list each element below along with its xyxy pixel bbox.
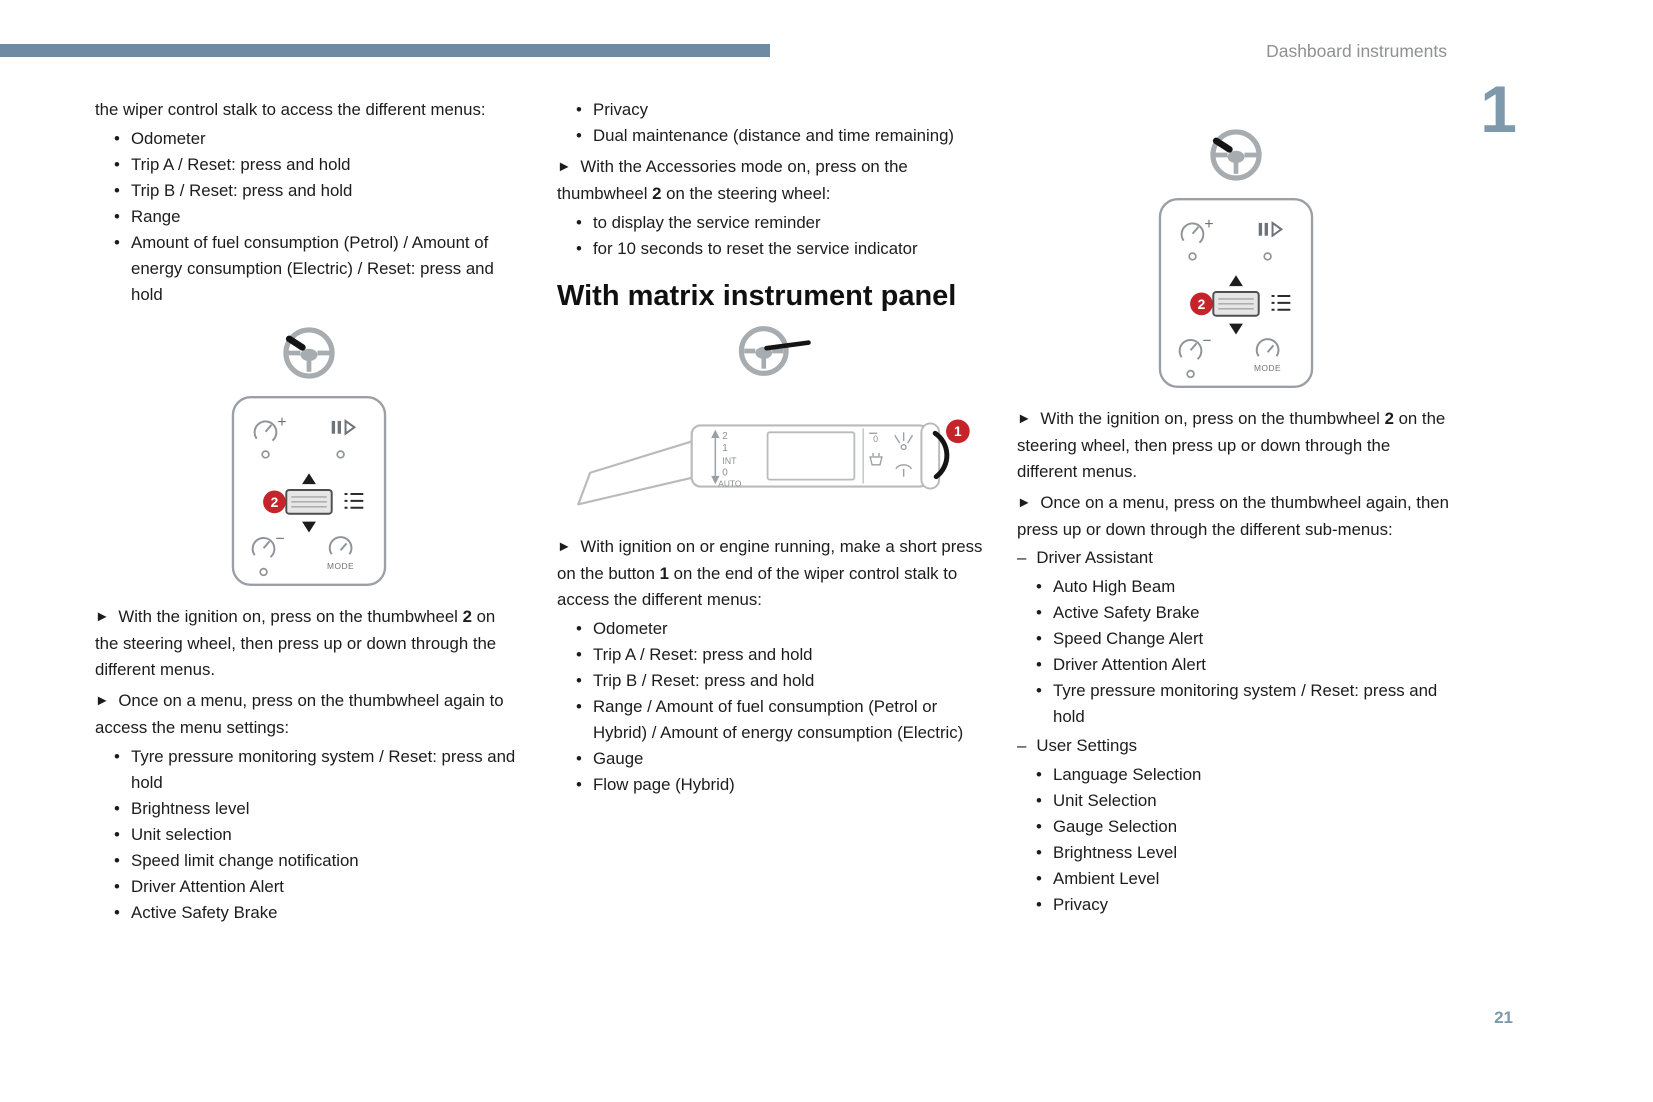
list-item xyxy=(575,694,991,746)
list-item xyxy=(113,126,523,152)
instruction-paragraph xyxy=(557,534,991,613)
page-header: Dashboard instruments xyxy=(1266,41,1447,61)
group-label-text: User Settings xyxy=(1036,736,1138,755)
svg-text:1: 1 xyxy=(722,443,728,455)
list-item xyxy=(1035,678,1455,730)
list-item-text: Trip B / Reset: press and hold xyxy=(131,181,353,200)
arrow-marker: ► xyxy=(95,693,110,709)
instruction-paragraph xyxy=(557,154,991,207)
list-item xyxy=(575,97,991,123)
menu-list xyxy=(113,126,523,308)
dash-marker: – xyxy=(1017,548,1027,567)
list-item xyxy=(1035,762,1455,788)
list-item xyxy=(113,230,523,308)
list-item-text: Flow page (Hybrid) xyxy=(593,775,735,794)
text: Once on a menu, press on the thumbwheel again to access the menu settings: xyxy=(95,691,504,737)
svg-text:0: 0 xyxy=(722,467,728,479)
list-item xyxy=(113,874,523,900)
instruction-paragraph xyxy=(95,604,523,683)
list-item-text: Privacy xyxy=(593,100,649,119)
steering-wheel-icon xyxy=(1017,126,1455,184)
list-item xyxy=(1035,840,1455,866)
list-item xyxy=(575,746,991,772)
instruction-paragraph xyxy=(95,688,523,741)
list-item-text: Amount of fuel consumption (Petrol) / Amount of energy consumption (Electric) / Reset: press and hold xyxy=(131,233,494,304)
list-item-text: Gauge xyxy=(593,749,644,768)
bold-ref: 1 xyxy=(659,564,669,583)
svg-text:2: 2 xyxy=(722,431,728,443)
section-heading: With matrix instrument panel xyxy=(557,280,957,312)
list-item-text: to display the service reminder xyxy=(593,213,821,232)
list-item-text: Language Selection xyxy=(1053,765,1202,784)
list-item-text: Active Safety Brake xyxy=(131,903,278,922)
list-item xyxy=(113,204,523,230)
list-item xyxy=(575,616,991,642)
instruction-paragraph xyxy=(1017,406,1455,485)
instruction-paragraph xyxy=(1017,490,1455,543)
list-item xyxy=(113,900,523,926)
column-middle xyxy=(557,97,991,801)
list-item-text: Privacy xyxy=(1053,895,1109,914)
steering-wheel-icon xyxy=(557,324,991,378)
list-item-text: Unit selection xyxy=(131,825,232,844)
steering-controls-illustration xyxy=(1017,196,1455,390)
list-item xyxy=(113,848,523,874)
column-right xyxy=(1017,126,1455,921)
svg-text:0: 0 xyxy=(873,434,879,445)
list-item xyxy=(575,668,991,694)
bold-ref: 2 xyxy=(1384,409,1394,428)
svg-text:INT: INT xyxy=(722,455,737,466)
menu-list xyxy=(575,616,991,798)
text: on the steering wheel, then press up or down through the different menus. xyxy=(95,607,497,679)
accent-bar xyxy=(0,44,770,57)
page-number: 21 xyxy=(1494,1008,1513,1027)
list-item xyxy=(575,642,991,668)
list-item xyxy=(113,152,523,178)
svg-text:MODE: MODE xyxy=(327,561,355,572)
list-item-text: Speed Change Alert xyxy=(1053,629,1204,648)
list-item-text: Range xyxy=(131,207,181,226)
submenu-list xyxy=(1035,574,1455,730)
text: With the ignition on, press on the thumbwheel xyxy=(1040,409,1385,428)
list-item xyxy=(575,772,991,798)
intro-paragraph: the wiper control stalk to access the different menus: xyxy=(95,100,486,119)
list-item-text: Trip A / Reset: press and hold xyxy=(593,645,813,664)
wiper-stalk-illustration xyxy=(557,384,991,524)
list-item-text: for 10 seconds to reset the service indicator xyxy=(593,239,918,258)
arrow-marker: ► xyxy=(95,609,110,625)
list-item-text: Driver Attention Alert xyxy=(131,877,284,896)
list-item xyxy=(1035,600,1455,626)
text: on the end of the wiper control stalk to access the different menus: xyxy=(557,564,958,609)
svg-text:2: 2 xyxy=(1197,295,1206,312)
list-item xyxy=(1035,788,1455,814)
list-item xyxy=(1035,626,1455,652)
list-item xyxy=(575,210,991,236)
list-item xyxy=(113,744,523,796)
list-item-text: Auto High Beam xyxy=(1053,577,1176,596)
svg-text:AUTO: AUTO xyxy=(718,478,742,489)
list-item xyxy=(1035,866,1455,892)
minus-icon: − xyxy=(275,530,285,548)
list-item-text: Odometer xyxy=(131,129,206,148)
list-item xyxy=(1035,892,1455,918)
list-item xyxy=(1035,574,1455,600)
list-item xyxy=(1035,652,1455,678)
text: With the ignition on, press on the thumbwheel xyxy=(118,607,463,626)
dash-marker: – xyxy=(1017,736,1027,755)
list-item-text: Trip A / Reset: press and hold xyxy=(131,155,351,174)
list-item-text: Trip B / Reset: press and hold xyxy=(593,671,815,690)
list-item-text: Brightness level xyxy=(131,799,250,818)
arrow-marker: ► xyxy=(557,539,572,555)
text: on the steering wheel: xyxy=(661,184,831,203)
list-item-text: Gauge Selection xyxy=(1053,817,1178,836)
stalk-display xyxy=(768,432,855,479)
steering-wheel-icon xyxy=(95,324,523,382)
list-item xyxy=(113,178,523,204)
plus-icon: + xyxy=(1204,215,1214,233)
list-item-text: Driver Attention Alert xyxy=(1053,655,1206,674)
svg-text:2: 2 xyxy=(270,493,279,510)
steering-controls-illustration xyxy=(95,394,523,588)
bold-ref: 2 xyxy=(462,607,472,626)
list-item-text: Unit Selection xyxy=(1053,791,1157,810)
list-item xyxy=(113,822,523,848)
arrow-marker: ► xyxy=(1017,411,1032,427)
group-label-text: Driver Assistant xyxy=(1036,548,1153,567)
list-item-text: Ambient Level xyxy=(1053,869,1160,888)
list-item-text: Range / Amount of fuel consumption (Petrol or Hybrid) / Amount of energy consumption (Electric) xyxy=(593,697,964,742)
bold-ref: 2 xyxy=(652,184,662,203)
carryover-list xyxy=(575,97,991,149)
list-item-text: Dual maintenance (distance and time remaining) xyxy=(593,126,954,145)
submenu-group-label xyxy=(1017,733,1455,759)
settings-list xyxy=(113,744,523,926)
submenu-list xyxy=(1035,762,1455,918)
text: on the steering wheel, then press up or down through the different menus. xyxy=(1017,409,1446,481)
list-item-text: Brightness Level xyxy=(1053,843,1178,862)
arrow-marker: ► xyxy=(1017,495,1032,511)
list-item-text: Odometer xyxy=(593,619,668,638)
plus-icon: + xyxy=(277,413,287,431)
svg-text:1: 1 xyxy=(954,424,962,440)
list-item-text: Tyre pressure monitoring system / Reset: press and hold xyxy=(1053,681,1438,726)
actions-list xyxy=(575,210,991,262)
list-item xyxy=(1035,814,1455,840)
list-item xyxy=(575,236,991,262)
submenu-group-label xyxy=(1017,545,1455,571)
column-left xyxy=(95,97,523,929)
list-item-text: Active Safety Brake xyxy=(1053,603,1200,622)
text: With ignition on or engine running, make a short press on the button xyxy=(557,537,983,583)
text: With the Accessories mode on, press on the thumbwheel xyxy=(557,157,908,203)
text: Once on a menu, press on the thumbwheel again, then press up or down through the different sub-menus: xyxy=(1017,493,1449,539)
arrow-marker: ► xyxy=(557,159,572,175)
list-item xyxy=(113,796,523,822)
list-item-text: Tyre pressure monitoring system / Reset: press and hold xyxy=(131,747,516,792)
svg-text:MODE: MODE xyxy=(1254,363,1282,374)
list-item-text: Speed limit change notification xyxy=(131,851,359,870)
minus-icon: − xyxy=(1202,332,1212,350)
chapter-number: 1 xyxy=(1480,72,1517,146)
list-item xyxy=(575,123,991,149)
